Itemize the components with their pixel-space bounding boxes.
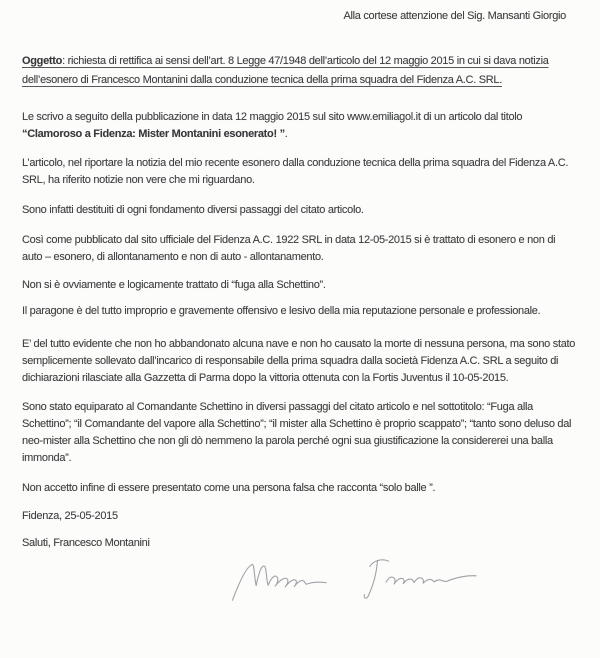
paragraph-equiparato: Sono stato equiparato al Comandante Schettino in diversi passaggi del citato articolo e nel sottotitolo: “Fuga alla Schettino”; “il Comandante del vapore alla Schettino”; “il mister alla Schettino è proprio scappato”; “tanto sono deluso dal neo-mister alla Schettino che non gli dò nemmeno la parola perché ogni sua giustificazione la considererei una balla immonda”. — [22, 401, 572, 464]
signature-scrawl-icon — [227, 554, 480, 603]
paragraph-fuga-schettino: Non si è ovviamente e logicamente trattato di “fuga alla Schettino”. — [22, 279, 326, 292]
subject-line — [22, 52, 578, 91]
paragraph-no-foundation: Sono infatti destituiti di ogni fondamento diversi passaggi del citato articolo. — [22, 203, 364, 216]
article-title: “Clamoroso a Fidenza: Mister Montanini esonerato! ” — [22, 127, 285, 140]
paragraph-solo-balle: Non accetto infine di essere presentato come una persona falsa che racconta “solo balle ”. — [22, 481, 436, 494]
place-date-line: Fidenza, 25-05-2015 — [22, 510, 118, 523]
subject-text: : richiesta di rettifica ai sensi dell’art. 8 Legge 47/1948 dell’articolo del 12 maggio 2015 in cui si dava notizia dell’esonero di Francesco Montanini dalla conduzione tecnica della prima squadra del Fidenza A.C. SRL. — [22, 54, 549, 87]
intro-text-pre: Le scrivo a seguito della pubblicazione in data 12 maggio 2015 sul sito www.emiliagol.it di un articolo dal titolo — [22, 110, 523, 123]
paragraph-false-news: L’articolo, nel riportare la notizia del mio recente esonero dalla conduzione tecnica della prima squadra del Fidenza A.C. SRL, ha riferito notizie non vere che mi riguardano. — [22, 157, 569, 187]
attention-line: Alla cortese attenzione del Sig. Mansanti Giorgio — [343, 10, 566, 22]
salutation-line: Saluti, Francesco Montanini — [22, 537, 150, 550]
paragraph-paragone: Il paragone è del tutto improprio e gravemente offensivo e lesivo della mia reputazione personale e professionale. — [22, 305, 541, 318]
paragraph-esonero: Così come pubblicato dal sito ufficiale del Fidenza A.C. 1922 SRL in data 12-05-2015 si è trattato di esonero e non di auto – esonero, di allontanamento e non di auto - allontanamento. — [22, 233, 556, 263]
handwritten-signature — [228, 557, 578, 599]
intro-text-post: . — [284, 127, 288, 140]
paragraph-evidente: E’ del tutto evidente che non ho abbandonato alcuna nave e non ho causato la morte di nessuna persona, ma sono stato semplicemente sollevato dall’incarico di responsabile della prima squadra dalla società Fidenza A.C. SRL a seguito di dichiarazioni rilasciate alla Gazzetta di Parma dopo la vittoria ottenuta con la Fortis Juventus il 10-05-2015. — [22, 337, 576, 384]
paragraph-publication — [22, 109, 578, 143]
subject-label: Oggetto — [22, 54, 63, 67]
